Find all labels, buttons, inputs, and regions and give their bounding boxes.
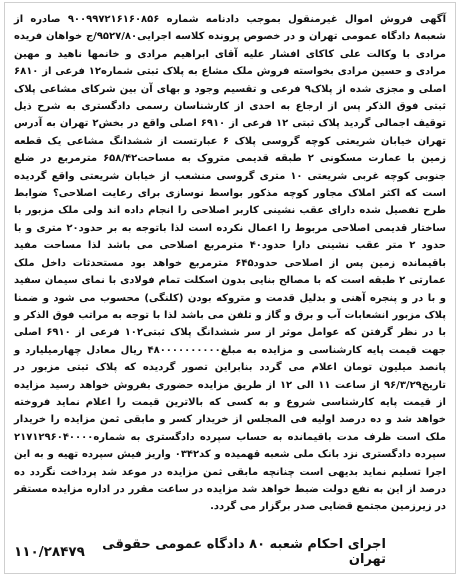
notice-signature: اجرای احکام شعبه ۸۰ دادگاه عمومی حقوقی تهران [102,537,386,567]
notice-footer [14,537,446,567]
legal-notice [4,2,456,574]
notice-reference-number: ۱۱۰/۲۸۴۷۹ [14,544,85,560]
notice-body: آگهی فروش اموال غیرمنقول بموجب دادنامه شماره ۹۰۰۹۹۷۲۱۶۱۶۰۸۵۶ صادره از شعبه۸ دادگاه عمومی تهران و در خصوص پرونده کلاسه اجرایی۹۵۲۷/۸۰/ج خواهان فریده مرادی با وکالت علی کاکای افشار علیه آقای ابراهیم مرادی و خانمها ناهید و مهین مرادی و حسین مرادی بخواسته فروش ملک مشاع به پلاک ثبتی شماره۱۲ فرعی از ۶۸۱۰ اصلی و مجزی شده از پلاک۹ فرعی و تقسیم وجود و بهای آن بین شرکای مشاعی پلاک ثبتی فوق الذکر پس از ارجاع به احدی از کارشناسان رسمی دادگستری به شرح ذیل توقیف اجمالی گردید پلاک ثبتی ۱۲ فرعی از ۶۹۱۰ اصلی واقع در بخش۲ تهران به آدرس تهران خیابان شریعتی کوچه گروسی پلاک ۶ عبارتست از ششدانگ مشاعی یک قطعه زمین با عمارت مسکونی ۲ طبقه قدیمی متروک به مساحت۶۵۸/۴۲ مترمربع در ضلع جنوبی کوچه غربی شریعتی ۱۰ متری گروسی منشعب از خیابان شریعتی واقع گردیده است که اکثر املاک مجاور کوچه مذکور بواسط نوسازی برای رعایت اصلاحی؟ ضوابط طرح تفصیل شده دارای عقب نشینی کاربر اصلاحی را انجام داده اند ولی ملک مزبور با ساختار قدیمی اصلاحی مربوط را اعمال نکرده است لذا باتوجه به بر حدود۲۰ متری و با حدود ۲ متر عقب نشینی دارا حدود۴۰ مترمربع اصلاحی می باشد لذا مساحت مفید باقیمانده زمین پس از اصلاحی حدود۶۴۵ مترمربع خواهد بود مستحدثات داخل ملک عمارتی ۲ طبقه است که با مصالح بنایی بدون اسکلت تمام فولادی با نمای سیمان سفید و با در و پنجره آهنی و بدلیل قدمت و متروکه بودن (کلنگی) محسوب می شود و ضمنا پلاک مزبور انشعابات آب و برق و گاز و تلفن می باشد لذا با توجه به مراتب فوق الذکر و با در نظر گرفتن که عوامل موثر از سر ششدانگ پلاک ثبتی۱۰۲ فرعی از ۶۹۱۰ اصلی جهت قیمت پایه کارشناسی و مزایده به مبلغ۴۸۰۰۰۰۰۰۰۰۰۰ ریال معادل چهارمیلیارد و پانصد میلیون تومان اعلام می گردد بنابراین تصور گردیده که پلاک ثبتی مزبور در تاریخ۹۶/۳/۲۹ از ساعت ۱۱ الی ۱۲ از طریق مزایده حضوری بفروش خواهد رسید مزایده از قیمت پایه کارشناسی شروع و به کسی که بالاترین قیمت را اعلام نماید فروخته خواهد شد و ده درصد اولیه فی المجلس از خریدار کسر و مابقی ثمن مزایده را خریدار ملک است ظرف مدت باقیمانده به حساب سپرده دادگستری به شماره۲۱۷۱۲۹۶۰۴۰۰۰۰ سپرده دادگستری نزد بانک ملی شعبه قهمیده و کد۰۳۴۲ واریز فیش سپرده تهیه و به این اجرا تسلیم نماید بدیهی است چنانچه مابقی ثمن مزایده در موعد شد پرداخت نگردد ده درصد از این به نفع دولت ضبط خواهد شد مزایده در ساعت مقرر در اداره مزایده مستقر در زیرزمین مجتمع قضایی صدر برگزار می گردد. [14,14,447,513]
